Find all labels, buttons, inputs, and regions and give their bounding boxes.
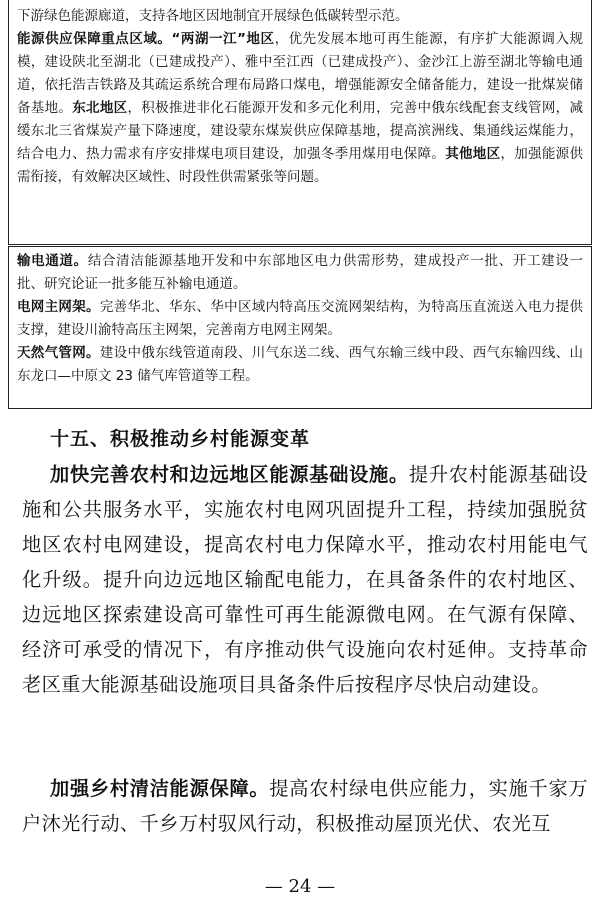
box-heading: 电网主网架。 (17, 299, 100, 315)
paragraph-text: 提升农村能源基础设施和公共服务水平，实施农村电网巩固提升工程，持续加强脱贫地区农村电网建设，提高农村电力保障水平，推动农村用能电气化升级。提升向边远地区输配电能力，在具备条件的农村地区、边远地区探索建设高可靠性可再生能源微电网。在气源有保障、经济可承受的情况下，有序推动供气设施向农村延伸。支持革命老区重大能源基础设施项目具备条件后按程序尽快启动建设。 (22, 463, 589, 696)
box-text: ，优先发展本地可再生能源，有序扩大能源调入规模，建设陕北至湖北（已建成投产）、雅中至江西（已建成投产）、金沙江上游至湖北等输电通道，依托浩吉铁路及其疏运系统合理布局路口煤电，增强能源安全储备能力，建设一批煤炭储备基地。 (17, 31, 584, 116)
region-name: 东北地区 (72, 100, 128, 116)
box-paragraph (17, 296, 583, 342)
boxed-section-networks (8, 246, 592, 409)
boxed-section-regions (8, 0, 592, 245)
box-text: 完善华北、华东、华中区域内特高压交流网架结构，为特高压直流送入电力提供支撑，建设川渝特高压主网架，完善南方电网主网架。 (17, 299, 583, 338)
paragraph-lead: 加强乡村清洁能源保障。 (50, 777, 270, 800)
body-paragraph (22, 771, 588, 841)
box-paragraph (17, 342, 583, 388)
box-text: ，加强能源供需衔接，有效解决区域性、时段性供需紧张等问题。 (17, 146, 583, 185)
section-title: 十五、积极推动乡村能源变革 (50, 428, 311, 450)
box-text: ，积极推进非化石能源开发和多元化利用，完善中俄东线配套支线管网，减缓东北三省煤炭产量下降速度，建设蒙东煤炭供应保障基地，提高滨洲线、集通线运煤能力，结合电力、热力需求有序安排煤电项目建设，加强冬季用煤用电保障。 (17, 100, 583, 162)
region-name: “两湖一江”地区 (171, 31, 275, 47)
box-heading: 天然气管网。 (17, 345, 100, 361)
box-text: 建设中俄东线管道南段、川气东送二线、西气东输三线中段、西气东输四线、山东龙口—中原文 23 储气库管道等工程。 (17, 345, 583, 384)
box-line: 下游绿色能源廊道，支持各地区因地制宜开展绿色低碳转型示范。 (17, 8, 409, 24)
paragraph-lead: 加快完善农村和边远地区能源基础设施。 (50, 463, 409, 486)
body-paragraph (22, 457, 588, 702)
box-text: 结合清洁能源基地开发和中东部地区电力供需形势，建成投产一批、开工建设一批、研究论证一批多能互补输电通道。 (17, 253, 584, 292)
box-paragraph (17, 250, 583, 296)
paragraph-text: 提高农村绿电供应能力，实施千家万户沐光行动、千乡万村驭风行动，积极推动屋顶光伏、农光互 (22, 777, 588, 835)
box-heading: 输电通道。 (17, 253, 88, 269)
box-paragraph-regions (17, 28, 583, 189)
region-name: 其他地区 (445, 146, 501, 162)
box-heading: 能源供应保障重点区域。 (17, 31, 172, 47)
page-number: — 24 — (264, 876, 336, 897)
